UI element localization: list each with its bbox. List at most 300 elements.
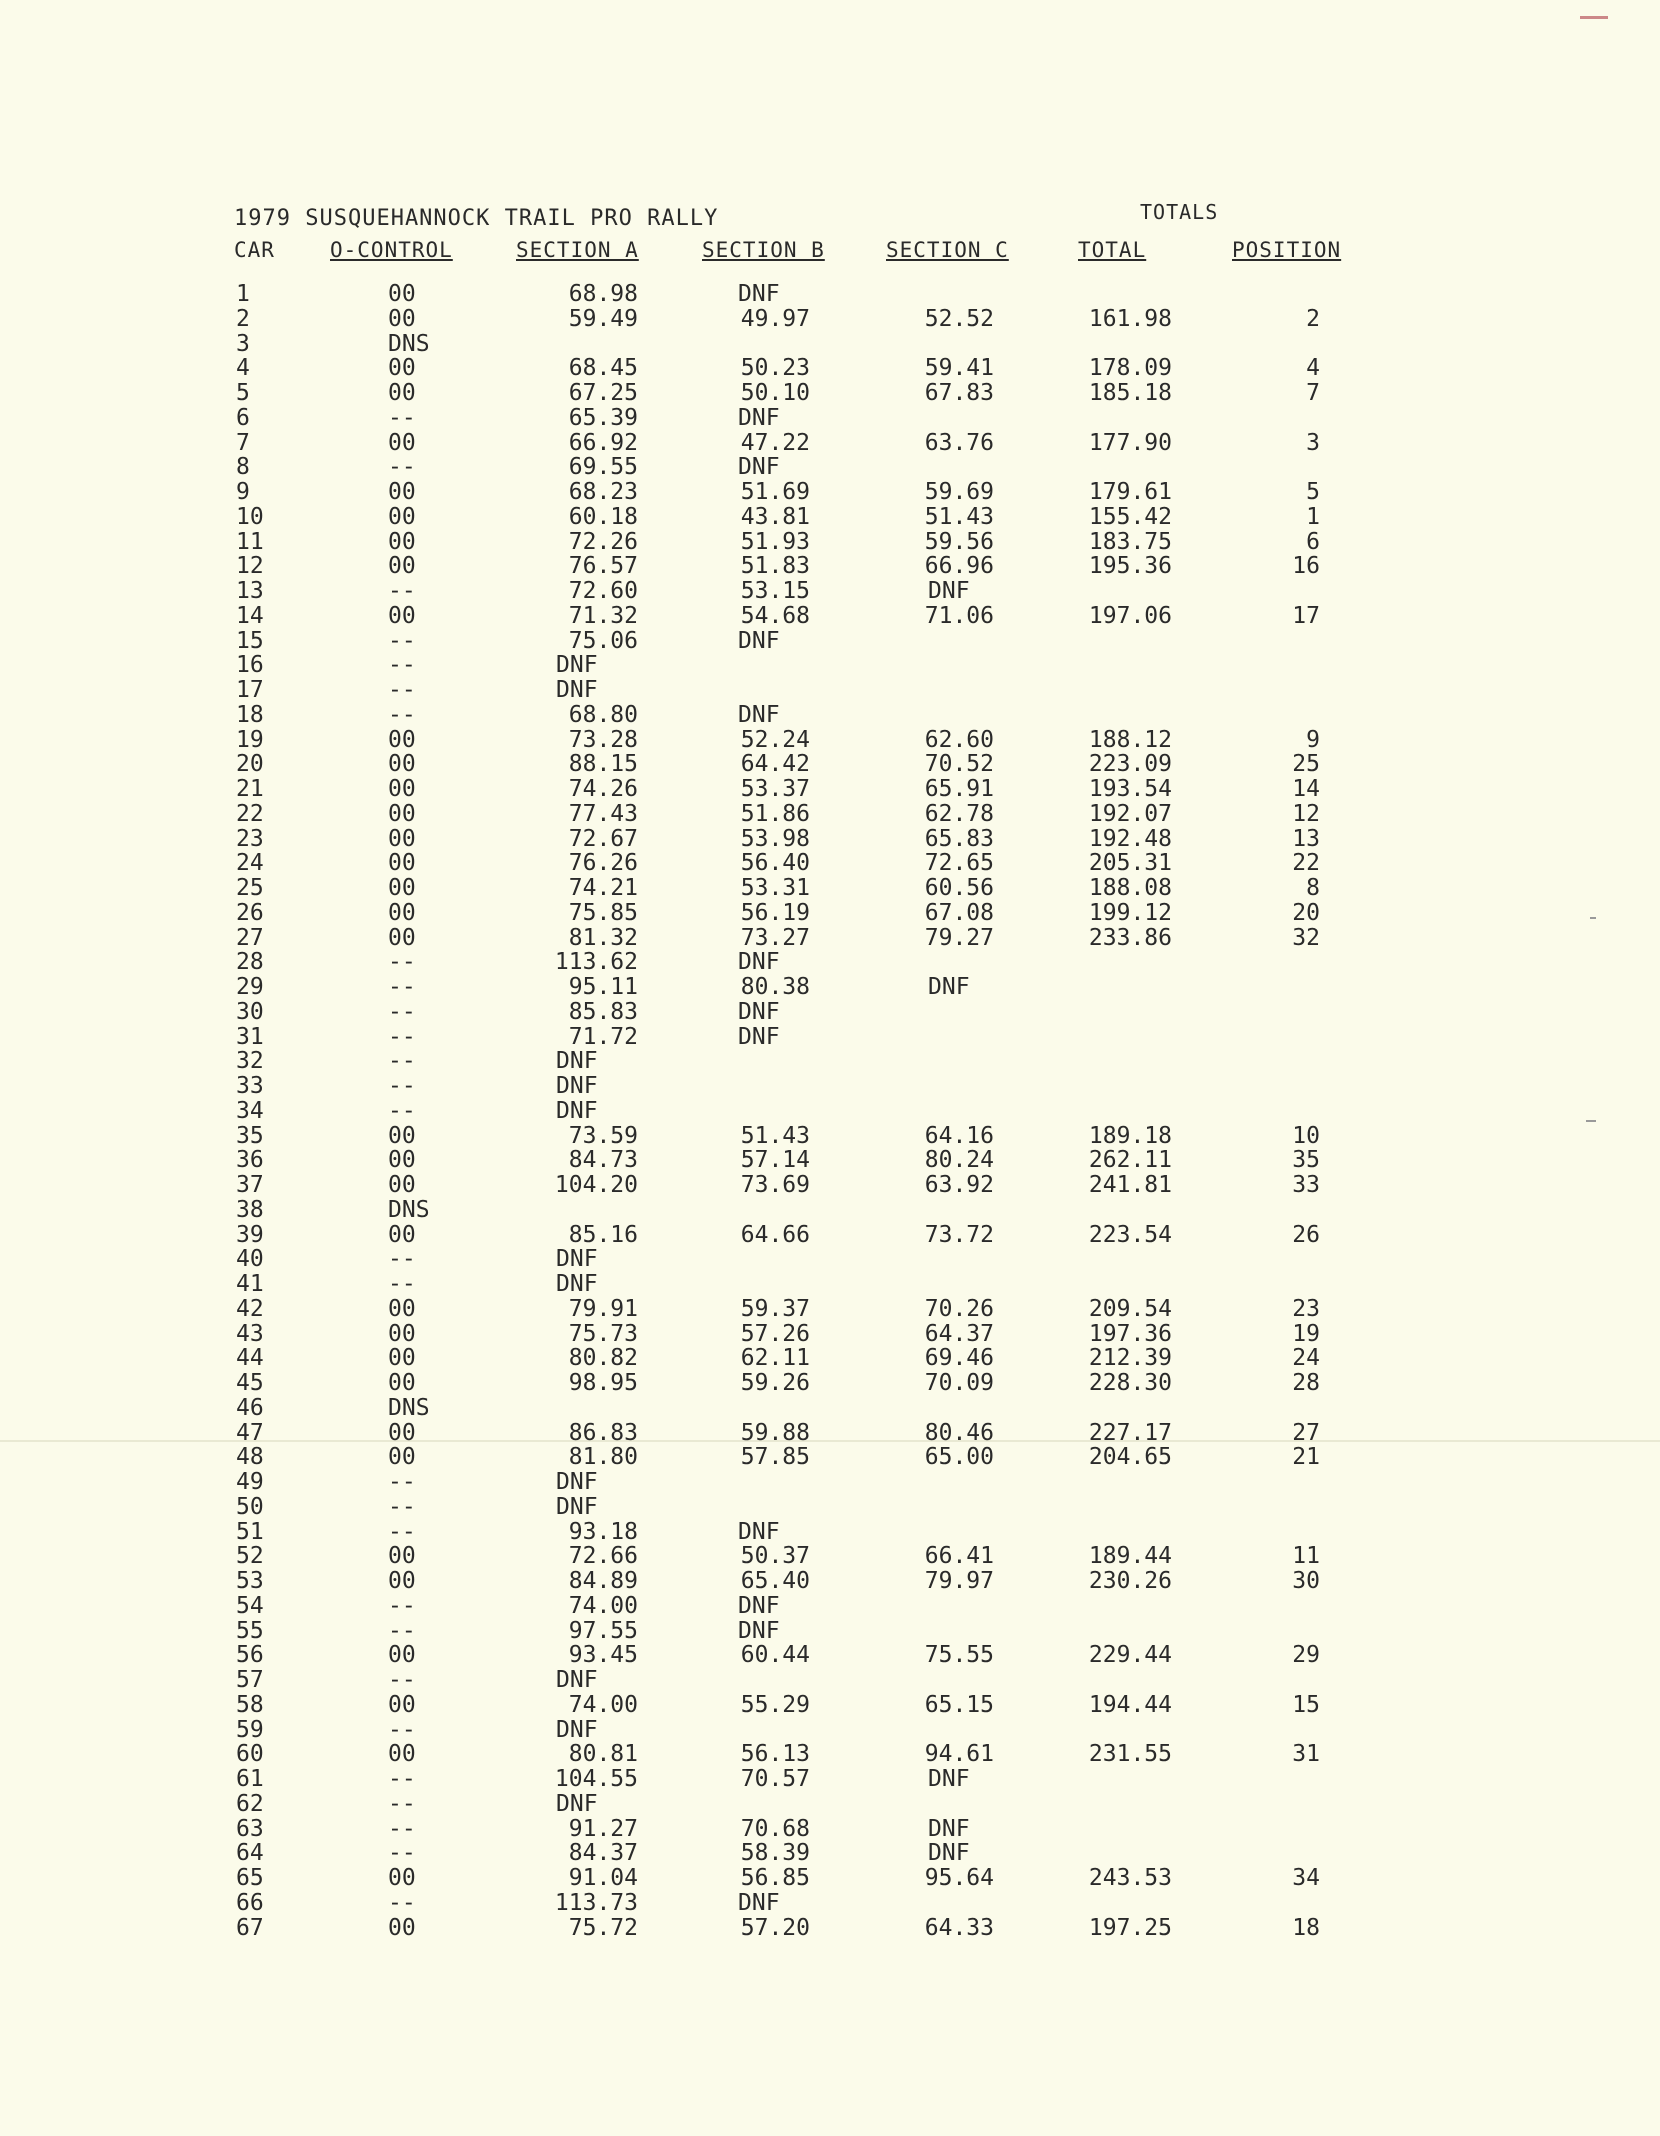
car-number: 10	[236, 503, 264, 530]
section-b-time: 70.68	[740, 1815, 810, 1842]
section-a-time: 79.91	[568, 1295, 638, 1322]
page-title: 1979 SUSQUEHANNOCK TRAIL PRO RALLY	[234, 206, 719, 231]
section-a-time: 113.62	[554, 949, 638, 976]
control-value: 00	[388, 1221, 416, 1248]
table-row	[0, 777, 1660, 802]
finish-position: 8	[1306, 875, 1320, 901]
section-c-time: 72.65	[924, 850, 994, 877]
car-number: 26	[236, 899, 264, 926]
finish-position: 32	[1292, 924, 1320, 951]
table-row	[0, 950, 1660, 975]
section-a-time: 68.45	[568, 355, 638, 382]
table-row	[0, 554, 1660, 579]
section-b-time: DNF	[738, 1617, 780, 1644]
table-row	[0, 307, 1660, 332]
control-value: 00	[388, 1741, 416, 1768]
control-value: DNS	[388, 1394, 430, 1421]
control-value: --	[388, 578, 416, 604]
section-a-time: 77.43	[568, 800, 638, 827]
section-b-time: DNF	[738, 701, 780, 728]
section-a-time: 65.39	[568, 404, 638, 431]
total-time: 204.65	[1088, 1444, 1172, 1471]
control-value: --	[388, 1889, 416, 1916]
table-row	[0, 1544, 1660, 1569]
car-number: 12	[236, 553, 264, 580]
control-value: 00	[388, 899, 416, 926]
car-number: 5	[236, 380, 250, 406]
table-row	[0, 1841, 1660, 1866]
section-c-time: 80.24	[924, 1147, 994, 1174]
section-c-time: 65.15	[924, 1691, 994, 1718]
table-row	[0, 1767, 1660, 1792]
table-row	[0, 876, 1660, 901]
section-a-time: 91.04	[568, 1865, 638, 1891]
car-number: 20	[236, 751, 264, 778]
table-row	[0, 1223, 1660, 1248]
section-c-time: 59.69	[924, 479, 994, 505]
section-b-time: 54.68	[740, 602, 810, 629]
section-b-time: 59.88	[740, 1419, 810, 1446]
car-number: 55	[236, 1617, 264, 1644]
table-row	[0, 1272, 1660, 1297]
section-c-time: 64.37	[924, 1320, 994, 1347]
car-number: 8	[236, 454, 250, 481]
section-b-time: 53.31	[740, 875, 810, 901]
car-number: 27	[236, 924, 264, 951]
finish-position: 13	[1292, 825, 1320, 852]
table-row	[0, 802, 1660, 827]
section-c-time: 52.52	[924, 305, 994, 332]
section-c-time: 62.60	[924, 726, 994, 753]
table-row	[0, 604, 1660, 629]
control-value: --	[388, 454, 416, 481]
section-a-time: 104.20	[554, 1172, 638, 1198]
total-time: 178.09	[1088, 355, 1172, 382]
control-value: 00	[388, 1419, 416, 1446]
car-number: 49	[236, 1469, 264, 1495]
section-b-time: 50.37	[740, 1543, 810, 1570]
section-a-time: 95.11	[568, 974, 638, 1000]
section-a-time: 72.26	[568, 528, 638, 555]
table-row	[0, 653, 1660, 678]
control-value: --	[388, 1493, 416, 1520]
section-c-time: 65.00	[924, 1444, 994, 1471]
table-row	[0, 1074, 1660, 1099]
section-b-time: 73.69	[740, 1172, 810, 1198]
section-b-time: 51.93	[740, 528, 810, 555]
header-total: TOTAL	[1078, 238, 1147, 262]
car-number: 56	[236, 1642, 264, 1669]
section-b-time: 51.83	[740, 553, 810, 580]
section-c-time: 70.26	[924, 1295, 994, 1322]
car-number: 3	[236, 330, 250, 357]
table-row	[0, 1247, 1660, 1272]
finish-position: 33	[1292, 1172, 1320, 1198]
section-b-time: 65.40	[740, 1568, 810, 1594]
table-row	[0, 1421, 1660, 1446]
control-value: 00	[388, 1122, 416, 1149]
section-a-time: 98.95	[568, 1370, 638, 1396]
table-row	[0, 1099, 1660, 1124]
control-value: 00	[388, 1691, 416, 1718]
section-a-time: 72.60	[568, 578, 638, 604]
table-row	[0, 505, 1660, 530]
section-a-time: 97.55	[568, 1617, 638, 1644]
car-number: 60	[236, 1741, 264, 1768]
car-number: 33	[236, 1073, 264, 1099]
table-row	[0, 406, 1660, 431]
control-value: 00	[388, 1543, 416, 1570]
section-a-time: 74.26	[568, 776, 638, 802]
car-number: 37	[236, 1172, 264, 1198]
section-a-time: 68.98	[568, 281, 638, 307]
section-a-time: 74.21	[568, 875, 638, 901]
car-number: 53	[236, 1568, 264, 1594]
section-b-time: 47.22	[740, 429, 810, 456]
finish-position: 21	[1292, 1444, 1320, 1471]
control-value: 00	[388, 751, 416, 778]
total-time: 262.11	[1088, 1147, 1172, 1174]
section-c-time: 65.91	[924, 776, 994, 802]
control-value: 00	[388, 1865, 416, 1891]
control-value: 00	[388, 553, 416, 580]
section-c-time: 67.08	[924, 899, 994, 926]
table-row	[0, 530, 1660, 555]
car-number: 63	[236, 1815, 264, 1842]
section-c-time: DNF	[928, 1815, 970, 1842]
table-row	[0, 1322, 1660, 1347]
section-b-time: DNF	[738, 627, 780, 654]
control-value: DNS	[388, 330, 430, 357]
section-a-time: DNF	[556, 1667, 598, 1693]
control-value: --	[388, 1271, 416, 1297]
section-b-time: 70.57	[740, 1766, 810, 1792]
section-a-time: 84.73	[568, 1147, 638, 1174]
control-value: 00	[388, 1444, 416, 1471]
car-number: 28	[236, 949, 264, 976]
car-number: 44	[236, 1345, 264, 1372]
car-number: 51	[236, 1518, 264, 1545]
section-a-time: 67.25	[568, 380, 638, 406]
finish-position: 3	[1306, 429, 1320, 456]
total-time: 243.53	[1088, 1865, 1172, 1891]
section-c-time: 66.96	[924, 553, 994, 580]
finish-position: 31	[1292, 1741, 1320, 1768]
total-time: 223.09	[1088, 751, 1172, 778]
section-b-time: DNF	[738, 454, 780, 481]
table-row	[0, 1891, 1660, 1916]
section-a-time: 74.00	[568, 1592, 638, 1619]
table-row	[0, 1124, 1660, 1149]
section-a-time: 80.82	[568, 1345, 638, 1372]
table-row	[0, 1742, 1660, 1767]
control-value: --	[388, 1815, 416, 1842]
total-time: 227.17	[1088, 1419, 1172, 1446]
table-row	[0, 1470, 1660, 1495]
control-value: 00	[388, 305, 416, 332]
finish-position: 7	[1306, 380, 1320, 406]
table-row	[0, 1520, 1660, 1545]
car-number: 65	[236, 1865, 264, 1891]
total-time: 193.54	[1088, 776, 1172, 802]
car-number: 50	[236, 1493, 264, 1520]
section-a-time: 75.85	[568, 899, 638, 926]
section-a-time: DNF	[556, 652, 598, 679]
total-time: 229.44	[1088, 1642, 1172, 1669]
car-number: 15	[236, 627, 264, 654]
car-number: 36	[236, 1147, 264, 1174]
section-c-time: DNF	[928, 974, 970, 1000]
control-value: 00	[388, 1370, 416, 1396]
section-b-time: 57.26	[740, 1320, 810, 1347]
section-b-time: DNF	[738, 404, 780, 431]
control-value: --	[388, 1023, 416, 1050]
control-value: 00	[388, 281, 416, 307]
table-row	[0, 1396, 1660, 1421]
control-value: 00	[388, 1295, 416, 1322]
section-c-time: 62.78	[924, 800, 994, 827]
table-row	[0, 827, 1660, 852]
car-number: 54	[236, 1592, 264, 1619]
total-time: 179.61	[1088, 479, 1172, 505]
table-row	[0, 1445, 1660, 1470]
control-value: --	[388, 404, 416, 431]
section-b-time: DNF	[738, 998, 780, 1025]
finish-position: 15	[1292, 1691, 1320, 1718]
section-c-time: 66.41	[924, 1543, 994, 1570]
car-number: 6	[236, 404, 250, 431]
section-b-time: 52.24	[740, 726, 810, 753]
section-b-time: 56.85	[740, 1865, 810, 1891]
table-row	[0, 282, 1660, 307]
table-row	[0, 332, 1660, 357]
table-row	[0, 678, 1660, 703]
section-a-time: 85.16	[568, 1221, 638, 1248]
control-value: --	[388, 652, 416, 679]
section-c-time: 63.92	[924, 1172, 994, 1198]
table-row	[0, 579, 1660, 604]
total-time: 185.18	[1088, 380, 1172, 406]
header-section-c: SECTION C	[886, 238, 1009, 262]
section-b-time: 55.29	[740, 1691, 810, 1718]
section-b-time: DNF	[738, 281, 780, 307]
table-row	[0, 1346, 1660, 1371]
finish-position: 11	[1292, 1543, 1320, 1570]
table-row	[0, 926, 1660, 951]
car-number: 1	[236, 281, 250, 307]
table-row	[0, 1569, 1660, 1594]
control-value: --	[388, 1073, 416, 1099]
section-c-time: DNF	[928, 578, 970, 604]
header-section-b: SECTION B	[702, 238, 825, 262]
section-c-time: 73.72	[924, 1221, 994, 1248]
car-number: 17	[236, 677, 264, 703]
finish-position: 26	[1292, 1221, 1320, 1248]
car-number: 25	[236, 875, 264, 901]
finish-position: 12	[1292, 800, 1320, 827]
control-value: 00	[388, 503, 416, 530]
table-row	[0, 1173, 1660, 1198]
section-c-time: DNF	[928, 1840, 970, 1867]
car-number: 66	[236, 1889, 264, 1916]
car-number: 23	[236, 825, 264, 852]
finish-position: 9	[1306, 726, 1320, 753]
section-a-time: 84.89	[568, 1568, 638, 1594]
section-b-time: 51.43	[740, 1122, 810, 1149]
section-a-time: 68.23	[568, 479, 638, 505]
car-number: 38	[236, 1196, 264, 1223]
control-value: 00	[388, 355, 416, 382]
section-a-time: 74.00	[568, 1691, 638, 1718]
finish-position: 2	[1306, 305, 1320, 332]
section-b-time: DNF	[738, 1592, 780, 1619]
car-number: 31	[236, 1023, 264, 1050]
total-time: 194.44	[1088, 1691, 1172, 1718]
section-b-time: 56.40	[740, 850, 810, 877]
totals-label: TOTALS	[1140, 200, 1219, 224]
car-number: 2	[236, 305, 250, 332]
total-time: 183.75	[1088, 528, 1172, 555]
car-number: 13	[236, 578, 264, 604]
section-a-time: 73.59	[568, 1122, 638, 1149]
section-a-time: 81.32	[568, 924, 638, 951]
section-b-time: 57.14	[740, 1147, 810, 1174]
section-a-time: 93.18	[568, 1518, 638, 1545]
section-a-time: 66.92	[568, 429, 638, 456]
car-number: 11	[236, 528, 264, 555]
section-b-time: 51.69	[740, 479, 810, 505]
section-a-time: DNF	[556, 1048, 598, 1075]
table-row	[0, 975, 1660, 1000]
section-c-time: 75.55	[924, 1642, 994, 1669]
car-number: 39	[236, 1221, 264, 1248]
control-value: --	[388, 1469, 416, 1495]
control-value: 00	[388, 1345, 416, 1372]
table-row	[0, 1297, 1660, 1322]
table-row	[0, 629, 1660, 654]
finish-position: 14	[1292, 776, 1320, 802]
finish-position: 27	[1292, 1419, 1320, 1446]
section-c-time: 63.76	[924, 429, 994, 456]
control-value: 00	[388, 479, 416, 505]
total-time: 189.44	[1088, 1543, 1172, 1570]
car-number: 59	[236, 1716, 264, 1743]
control-value: 00	[388, 429, 416, 456]
section-a-time: 72.66	[568, 1543, 638, 1570]
control-value: DNS	[388, 1196, 430, 1223]
section-a-time: 91.27	[568, 1815, 638, 1842]
control-value: 00	[388, 875, 416, 901]
car-number: 47	[236, 1419, 264, 1446]
car-number: 35	[236, 1122, 264, 1149]
finish-position: 1	[1306, 503, 1320, 530]
finish-position: 20	[1292, 899, 1320, 926]
control-value: --	[388, 1790, 416, 1817]
total-time: 230.26	[1088, 1568, 1172, 1594]
car-number: 21	[236, 776, 264, 802]
control-value: --	[388, 949, 416, 976]
total-time: 197.06	[1088, 602, 1172, 629]
section-a-time: 88.15	[568, 751, 638, 778]
section-a-time: DNF	[556, 1493, 598, 1520]
car-number: 22	[236, 800, 264, 827]
total-time: 161.98	[1088, 305, 1172, 332]
total-time: 195.36	[1088, 553, 1172, 580]
section-a-time: 76.26	[568, 850, 638, 877]
section-b-time: 57.20	[740, 1914, 810, 1941]
control-value: 00	[388, 1568, 416, 1594]
finish-position: 19	[1292, 1320, 1320, 1347]
finish-position: 6	[1306, 528, 1320, 555]
finish-position: 24	[1292, 1345, 1320, 1372]
table-row	[0, 1594, 1660, 1619]
section-c-time: 95.64	[924, 1865, 994, 1891]
control-value: 00	[388, 1147, 416, 1174]
table-row	[0, 1049, 1660, 1074]
total-time: 233.86	[1088, 924, 1172, 951]
section-b-time: 50.23	[740, 355, 810, 382]
section-c-time: 79.27	[924, 924, 994, 951]
car-number: 64	[236, 1840, 264, 1867]
section-b-time: 59.37	[740, 1295, 810, 1322]
table-row	[0, 1198, 1660, 1223]
header-section-a: SECTION A	[516, 238, 639, 262]
section-b-time: 51.86	[740, 800, 810, 827]
car-number: 67	[236, 1914, 264, 1941]
section-a-time: DNF	[556, 1469, 598, 1495]
table-row	[0, 480, 1660, 505]
total-time: 228.30	[1088, 1370, 1172, 1396]
section-c-time: 59.41	[924, 355, 994, 382]
car-number: 45	[236, 1370, 264, 1396]
control-value: --	[388, 1617, 416, 1644]
header-position: POSITION	[1232, 238, 1342, 262]
section-b-time: 43.81	[740, 503, 810, 530]
section-a-time: 84.37	[568, 1840, 638, 1867]
section-a-time: DNF	[556, 1246, 598, 1273]
table-row	[0, 1866, 1660, 1891]
control-value: --	[388, 1097, 416, 1124]
table-row	[0, 1025, 1660, 1050]
section-b-time: 64.42	[740, 751, 810, 778]
control-value: 00	[388, 825, 416, 852]
section-a-time: 75.73	[568, 1320, 638, 1347]
finish-position: 34	[1292, 1865, 1320, 1891]
section-a-time: DNF	[556, 1097, 598, 1124]
total-time: 192.48	[1088, 825, 1172, 852]
table-row	[0, 1643, 1660, 1668]
total-time: 155.42	[1088, 503, 1172, 530]
table-row	[0, 1718, 1660, 1743]
section-b-time: 56.13	[740, 1741, 810, 1768]
car-number: 16	[236, 652, 264, 679]
control-value: 00	[388, 602, 416, 629]
control-value: --	[388, 627, 416, 654]
table-row	[0, 752, 1660, 777]
section-c-time: 70.52	[924, 751, 994, 778]
car-number: 58	[236, 1691, 264, 1718]
section-a-time: 73.28	[568, 726, 638, 753]
finish-position: 23	[1292, 1295, 1320, 1322]
section-c-time: 60.56	[924, 875, 994, 901]
total-time: 188.12	[1088, 726, 1172, 753]
section-b-time: 50.10	[740, 380, 810, 406]
control-value: --	[388, 1716, 416, 1743]
car-number: 62	[236, 1790, 264, 1817]
car-number: 7	[236, 429, 250, 456]
car-number: 61	[236, 1766, 264, 1792]
section-a-time: DNF	[556, 1716, 598, 1743]
